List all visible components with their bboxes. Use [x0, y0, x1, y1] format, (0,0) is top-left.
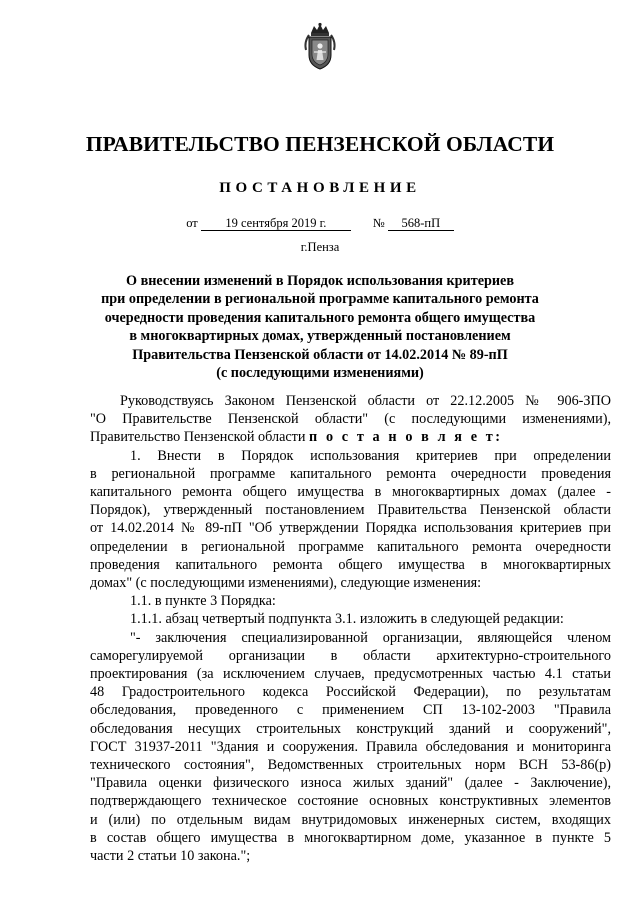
body-line: капитального ремонта общего имущества в многоквартирных домах (далее -	[90, 484, 611, 501]
body-line: Руководствуясь Законом Пензенской области от 22.12.2005 № 906-ЗПО	[120, 393, 611, 409]
preamble-subject: Правительство Пензенской области	[90, 429, 310, 446]
body-line: проектирования (за исключением случаев, предусмотренных частью 4.1 статьи	[90, 666, 611, 683]
heading-line: в многоквартирных домах, утвержденный постановлением	[129, 328, 511, 345]
government-title: ПРАВИТЕЛЬСТВО ПЕНЗЕНСКОЙ ОБЛАСТИ	[85, 132, 555, 156]
body-line: саморегулируемой организации в области архитектурно-строительного	[90, 647, 611, 664]
document-date: 19 сентября 2019 г.	[201, 216, 351, 231]
heading-line: при определении в региональной программе капитального ремонта	[101, 291, 539, 308]
body-line: части 2 статьи 10 закона.";	[90, 848, 251, 865]
body-line: "- заключения специализированной организации, являющейся членом	[130, 629, 611, 646]
body-line: 48 Градостроительного кодекса Российской Федерации), по результатам	[90, 684, 611, 701]
heading-line: Правительства Пензенской области от 14.02.2014 № 89-пП	[132, 346, 508, 363]
body-line: в региональной программе капитального ремонта очередности проведения	[90, 465, 611, 482]
document-number: 568-пП	[388, 216, 454, 231]
body-line: обследования, проведенного с применением СП 13-102-2003 "Правила	[90, 702, 611, 719]
body-line: технического состояния", Ведомственных строительных норм ВСН 53-86(р)	[90, 757, 611, 774]
resolves-word: п о с т а н о в л я е т:	[309, 429, 503, 446]
date-prefix: от	[186, 216, 198, 230]
body-line: определении в региональной программе капитального ремонта очередности	[90, 538, 611, 555]
body-line: Порядок), утвержденный постановлением Правительства Пензенской области	[90, 502, 611, 519]
penza-coat-of-arms-icon	[300, 22, 340, 72]
body-line: от 14.02.2014 № 89-пП "Об утверждении Порядка использования критериев при	[90, 520, 611, 537]
document-place: г.Пенза	[300, 240, 340, 254]
body-line: ГОСТ 31937-2011 "Здания и сооружения. Правила обследования и мониторинга	[90, 738, 611, 755]
body-line: и (или) по отдельным видам внутридомовых инженерных систем, входящих	[90, 811, 611, 828]
body-line: проведения капитального ремонта общего имущества в многоквартирных	[90, 556, 611, 573]
heading-line: (с последующими изменениями)	[216, 365, 424, 382]
body-line	[90, 428, 611, 446]
document-type: ПОСТАНОВЛЕНИЕ	[219, 180, 421, 196]
body-line: "Правила оценки физического износа жилых зданий" (далее - Заключение),	[90, 775, 611, 792]
document-heading	[80, 272, 560, 382]
heading-line: О внесении изменений в Порядок использования критериев	[125, 273, 515, 289]
body-line: домах" (с последующими изменениями), следующие изменения:	[90, 575, 482, 592]
body-line: обследования несущих строительных конструкций зданий и сооружений",	[90, 720, 611, 737]
document-body	[90, 392, 611, 865]
body-line: 1. Внести в Порядок использования критериев при определении	[130, 447, 611, 464]
body-line: 1.1. в пункте 3 Порядка:	[130, 593, 276, 610]
body-line: подтверждающего техническое состояние основных конструктивных элементов	[90, 793, 611, 810]
document-date-number	[0, 216, 640, 231]
heading-line: очередности проведения капитального ремонта общего имущества	[104, 309, 536, 326]
body-line: 1.1.1. абзац четвертый подпункта 3.1. изложить в следующей редакции:	[130, 611, 564, 628]
body-line: в состав общего имущества в многоквартирном доме, указанное в пункте 5	[90, 829, 611, 846]
body-line: "О Правительстве Пензенской области" (с последующими изменениями),	[90, 411, 611, 428]
number-prefix: №	[372, 216, 385, 230]
